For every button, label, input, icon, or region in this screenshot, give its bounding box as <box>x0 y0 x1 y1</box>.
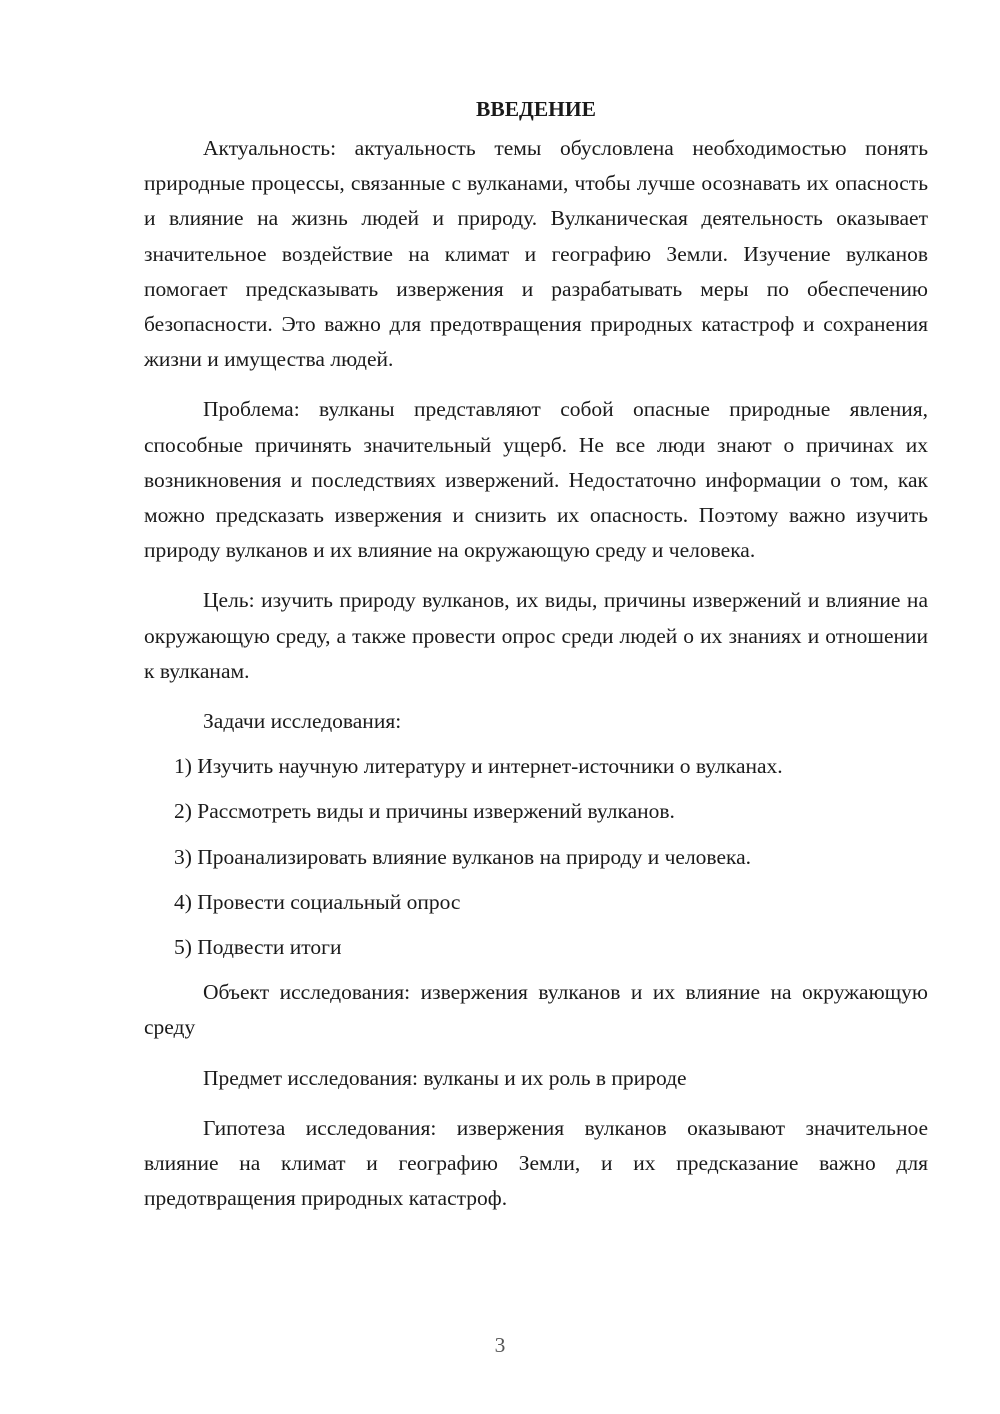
paragraph-problem: Проблема: вулканы представляют собой опасные природные явления, способные причинять значительный ущерб. Не все люди знают о причинах их возникновения и последствиях извержений. Недостаточно информации о том, как можно предсказать извержения и снизить их опасность. Поэтому важно изучить природу вулканов и их влияние на окружающую среду и человека. <box>144 397 928 563</box>
paragraph-object: Объект исследования: извержения вулканов и их влияние на окружающую среду <box>144 980 928 1040</box>
tasks-list <box>144 749 928 965</box>
paragraph-relevance: Актуальность: актуальность темы обусловлена необходимостью понять природные процессы, связанные с вулканами, чтобы лучше осознавать их опасность и влияние на жизнь людей и природу. Вулканическая деятельность оказывает значительное воздействие на климат и географию Земли. Изучение вулканов помогает предсказывать извержения и разрабатывать меры по обеспечению безопасности. Это важно для предотвращения природных катастроф и сохранения жизни и имущества людей. <box>144 136 928 372</box>
list-item: 3) Проанализировать влияние вулканов на природу и человека. <box>174 844 752 869</box>
list-item: 2) Рассмотреть виды и причины извержений вулканов. <box>174 799 675 824</box>
list-item: 1) Изучить научную литературу и интернет-источники о вулканах. <box>174 754 783 779</box>
section-title: ВВЕДЕНИЕ <box>476 97 596 121</box>
page-number: 3 <box>494 1333 506 1357</box>
paragraph-subject: Предмет исследования: вулканы и их роль в природе <box>203 1065 687 1090</box>
paragraph-goal: Цель: изучить природу вулканов, их виды, причины извержений и влияние на окружающую среду, а также провести опрос среди людей о их знаниях и отношении к вулканам. <box>144 588 928 683</box>
paragraph-hypothesis: Гипотеза исследования: извержения вулканов оказывают значительное влияние на климат и географию Земли, и их предсказание важно для предотвращения природных катастроф. <box>144 1115 928 1211</box>
tasks-heading: Задачи исследования: <box>203 709 402 734</box>
list-item: 5) Подвести итоги <box>174 935 342 960</box>
document-page <box>144 92 928 1231</box>
list-item: 4) Провести социальный опрос <box>174 889 461 914</box>
